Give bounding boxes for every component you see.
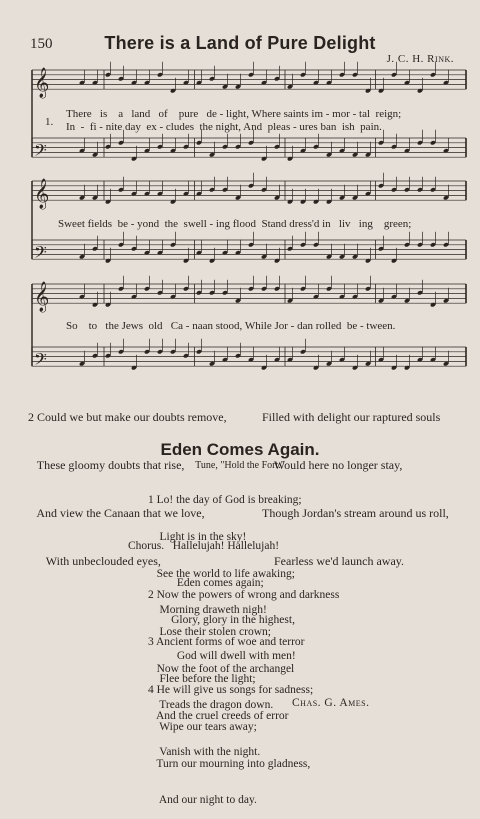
stanza-line: Turn our mourning into gladness, xyxy=(148,757,311,770)
author-signature: Chas. G. Ames. xyxy=(292,697,370,709)
stanza-line: 4 He will give us songs for sadness; xyxy=(148,684,314,697)
stanza-line: Chorus. Hallelujah! Hallelujah! xyxy=(128,540,280,553)
verse-line: With unbeclouded eyes, xyxy=(28,554,161,568)
stanza-4 xyxy=(148,660,313,819)
clef-icon: 𝄞 xyxy=(34,68,50,99)
stanza-line: Eden comes again; xyxy=(128,577,264,590)
composer-credit: J. C. H. Rink. xyxy=(386,53,454,65)
stanza-line: And our night to day. xyxy=(148,794,257,807)
stanza-line: 2 Now the powers of wrong and darkness xyxy=(148,589,340,602)
stanza-line: Glory, glory in the highest, xyxy=(128,613,295,626)
lyric-line-1b: In - fi - nite day ex - cludes the night, And pleas - ures ban ish pain. xyxy=(66,121,382,133)
second-hymn-title: Eden Comes Again. xyxy=(160,440,320,459)
lyric-line-2: Sweet fields be - yond the swell - ing flood Stand dress'd in liv ing green; xyxy=(58,218,412,230)
verse-line: 2 Could we but make our doubts remove, xyxy=(28,410,227,424)
stanza-line: Wipe our tears away; xyxy=(148,721,257,734)
stanza-line: 1 Lo! the day of God is breaking; xyxy=(148,494,302,507)
lyric-line-3: So to the Jews old Ca - naan stood, While Jor - dan rolled be - tween. xyxy=(66,320,396,332)
verse-line: Would here no longer stay, xyxy=(262,458,403,472)
stanza-line: See the world to life awaking; xyxy=(148,567,295,580)
clef-icon: 𝄢 xyxy=(34,349,47,374)
verse-line: Though Jordan's stream around us roll, xyxy=(262,506,449,520)
stanza-line: Flee before the light; xyxy=(148,673,256,686)
verse-line: Fearless we'd launch away. xyxy=(262,554,405,568)
stanza-line: Now the foot of the archangel xyxy=(148,662,295,675)
verse-line: These gloomy doubts that rise, xyxy=(28,458,185,472)
tune-note: Tune, "Hold the Fort." xyxy=(195,460,285,471)
stanza-line: God will dwell with men! xyxy=(128,650,296,663)
lyric-line-1a: There is a land of pure de - light, Where saints im - mor - tal reign; xyxy=(66,108,402,120)
stanza-line: And the cruel creeds of error xyxy=(148,709,289,722)
clef-icon: 𝄢 xyxy=(34,242,47,267)
clef-icon: 𝄞 xyxy=(34,282,50,313)
page-number: 150 xyxy=(30,36,53,52)
clef-icon: 𝄞 xyxy=(34,179,50,210)
stanza-line: Morning draweth nigh! xyxy=(148,604,267,617)
stanza-line: Treads the dragon down. xyxy=(148,699,274,712)
stanza-line: Vanish with the night. xyxy=(148,746,261,759)
verse-line: And view the Canaan that we love, xyxy=(28,506,205,520)
verse-line: Filled with delight our raptured souls xyxy=(262,410,441,424)
stanza-line: Light is in the sky! xyxy=(148,531,247,544)
verse-number: 1. xyxy=(45,116,54,128)
clef-icon: 𝄢 xyxy=(34,140,47,165)
stanza-line: Lose their stolen crown; xyxy=(148,626,271,639)
hymn-title: There is a Land of Pure Delight xyxy=(104,33,376,53)
stanza-line: 3 Ancient forms of woe and terror xyxy=(148,636,305,649)
